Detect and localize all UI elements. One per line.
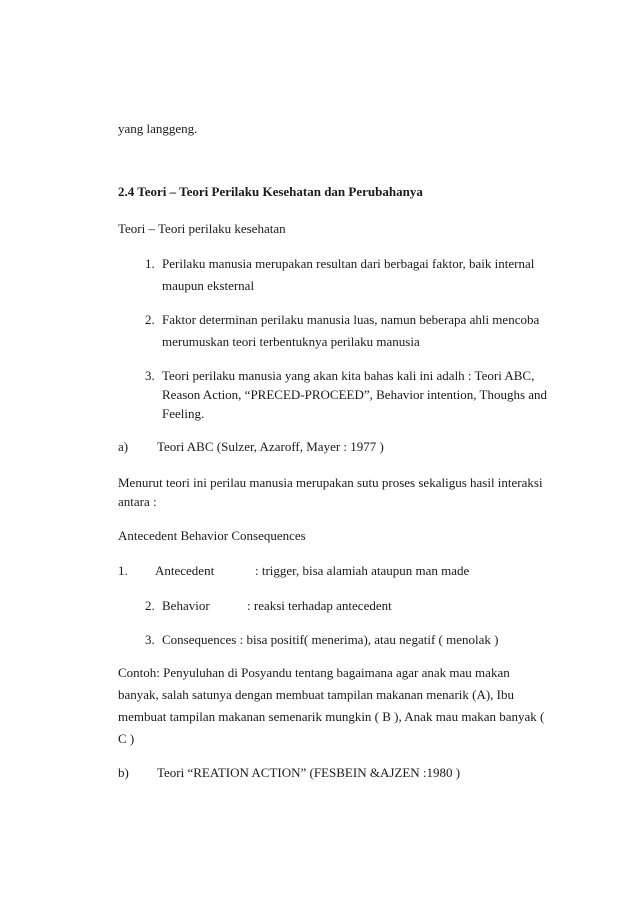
list-number: 3. bbox=[145, 368, 155, 383]
list-number: 1. bbox=[145, 256, 155, 271]
point-term: Behavior bbox=[162, 598, 210, 613]
section-label: b) bbox=[118, 765, 129, 780]
paragraph-line: banyak, salah satunya dengan membuat tampilan makanan menarik (A), Ibu bbox=[118, 687, 515, 702]
paragraph-line: membuat tampilan makanan semenarik mungkin ( B ), Anak mau makan banyak ( bbox=[118, 709, 545, 724]
paragraph-line: Contoh: Penyuluhan di Posyandu tentang bagaimana agar anak mau makan bbox=[118, 665, 510, 680]
list-number: 2. bbox=[145, 312, 155, 327]
paragraph-line: Menurut teori ini perilau manusia merupakan sutu proses sekaligus hasil interaksi bbox=[118, 475, 543, 490]
list-item-line: Perilaku manusia merupakan resultan dari berbagai faktor, baik internal bbox=[162, 256, 535, 271]
section-label-text: Teori ABC (Sulzer, Azaroff, Mayer : 1977 ) bbox=[157, 439, 384, 454]
text-line: yang langgeng. bbox=[118, 121, 198, 136]
point-number: 2. bbox=[145, 598, 155, 613]
list-item-line: merumuskan teori terbentuknya perilaku manusia bbox=[162, 334, 420, 349]
section-label: a) bbox=[118, 439, 129, 454]
point-number: 3. bbox=[145, 632, 155, 647]
point-number: 1. bbox=[118, 563, 128, 578]
list-item-line: Faktor determinan perilaku manusia luas, namun beberapa ahli mencoba bbox=[162, 312, 540, 327]
paragraph-line: antara : bbox=[118, 494, 157, 509]
list-item-line: Reason Action, “PRECED-PROCEED”, Behavior intention, Thoughs and bbox=[162, 387, 548, 402]
list-item-line: Teori perilaku manusia yang akan kita bahas kali ini adalh : Teori ABC, bbox=[162, 368, 535, 383]
text-line: Antecedent Behavior Consequences bbox=[118, 528, 306, 543]
section-heading: 2.4 Teori – Teori Perilaku Kesehatan dan Perubahanya bbox=[118, 184, 423, 199]
point-term: Consequences : bisa positif( menerima), atau negatif ( menolak ) bbox=[162, 632, 499, 647]
paragraph-line: C ) bbox=[118, 731, 135, 746]
section-label-text: Teori “REATION ACTION” (FESBEIN &AJZEN :1980 ) bbox=[157, 765, 461, 780]
point-desc: : reaksi terhadap antecedent bbox=[247, 598, 392, 613]
list-item-line: Feeling. bbox=[162, 406, 205, 421]
subheading: Teori – Teori perilaku kesehatan bbox=[118, 221, 286, 236]
list-item-line: maupun eksternal bbox=[162, 278, 255, 293]
point-term: Antecedent bbox=[155, 563, 215, 578]
point-desc: : trigger, bisa alamiah ataupun man made bbox=[255, 563, 470, 578]
